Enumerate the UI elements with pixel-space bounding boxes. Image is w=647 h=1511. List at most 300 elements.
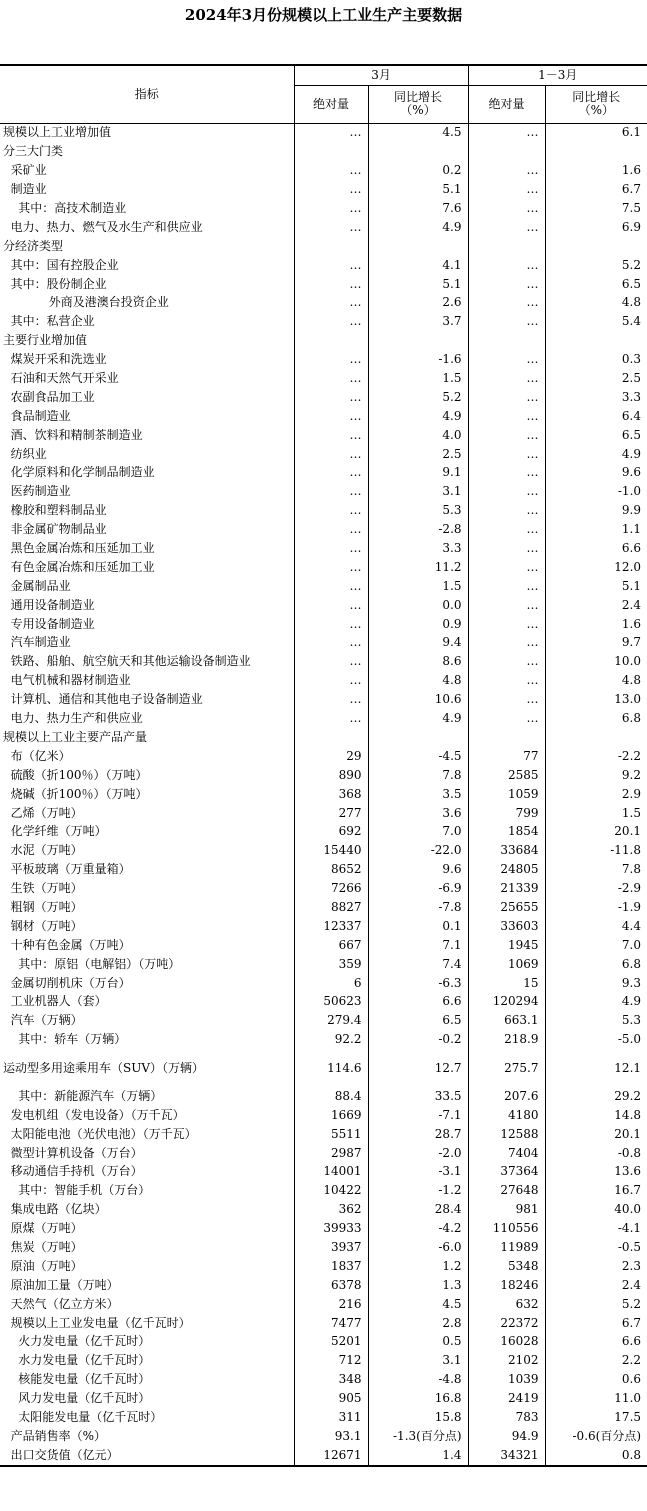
month-absolute: … (294, 123, 368, 142)
row-label: 钢材（万吨） (3, 918, 83, 933)
header-indicator: 指标 (0, 65, 294, 123)
cumulative-absolute: 110556 (468, 1219, 545, 1238)
month-yoy: -7.8 (368, 898, 468, 917)
month-yoy: 1.5 (368, 577, 468, 596)
month-yoy: 0.0 (368, 596, 468, 615)
cumulative-absolute: 33684 (468, 841, 545, 860)
month-yoy: -22.0 (368, 841, 468, 860)
cumulative-yoy: 6.1 (545, 123, 647, 142)
row-label: 化学原料和化学制品制造业 (3, 465, 155, 480)
table-row (0, 1200, 647, 1219)
month-absolute: … (294, 482, 368, 501)
month-absolute: … (294, 464, 368, 483)
table-row (0, 1257, 647, 1276)
month-absolute: 92.2 (294, 1030, 368, 1049)
header-absolute-month: 绝对量 (294, 85, 368, 123)
table-row (0, 1276, 647, 1295)
month-yoy: -2.0 (368, 1144, 468, 1163)
cumulative-absolute: … (468, 690, 545, 709)
row-label: 黑色金属冶炼和压延加工业 (3, 541, 155, 556)
month-yoy: 3.1 (368, 1351, 468, 1370)
row-label: 风力发电量（亿千瓦时） (3, 1391, 151, 1406)
cumulative-yoy: 9.9 (545, 501, 647, 520)
table-row (0, 1011, 647, 1030)
month-absolute: 712 (294, 1351, 368, 1370)
month-yoy: 2.8 (368, 1314, 468, 1333)
table-row (0, 520, 647, 539)
month-yoy (368, 728, 468, 747)
row-label: 原油（万吨） (3, 1258, 83, 1273)
row-label: 发电机组（发电设备）（万千瓦） (3, 1107, 185, 1122)
month-absolute: … (294, 161, 368, 180)
row-label: 移动通信手持机（万台） (3, 1164, 143, 1179)
month-yoy: 7.6 (368, 199, 468, 218)
cumulative-absolute: … (468, 180, 545, 199)
table-row (0, 1446, 647, 1466)
cumulative-absolute: 1945 (468, 936, 545, 955)
month-absolute (294, 142, 368, 161)
month-absolute: 362 (294, 1200, 368, 1219)
month-yoy: 9.1 (368, 464, 468, 483)
month-absolute: 311 (294, 1408, 368, 1427)
table-row (0, 879, 647, 898)
cumulative-absolute: … (468, 407, 545, 426)
cumulative-absolute: … (468, 671, 545, 690)
cumulative-absolute: 783 (468, 1408, 545, 1427)
month-absolute: … (294, 577, 368, 596)
table-row (0, 1389, 647, 1408)
row-label: 其中：国有控股企业 (3, 257, 119, 272)
month-absolute: … (294, 709, 368, 728)
table-row (0, 445, 647, 464)
row-label: 微型计算机设备（万台） (3, 1145, 143, 1160)
cumulative-yoy: 17.5 (545, 1408, 647, 1427)
cumulative-absolute: 24805 (468, 860, 545, 879)
row-label: 平板玻璃（万重量箱） (3, 862, 131, 877)
month-absolute: … (294, 501, 368, 520)
month-yoy: 4.9 (368, 218, 468, 237)
month-yoy: 5.2 (368, 388, 468, 407)
month-yoy: 4.0 (368, 426, 468, 445)
cumulative-yoy: 0.6 (545, 1370, 647, 1389)
row-label: 其中：新能源汽车（万辆） (3, 1088, 163, 1103)
month-absolute: … (294, 388, 368, 407)
table-row (0, 1314, 647, 1333)
cumulative-yoy (545, 237, 647, 256)
header-yoy-cumulative: 同比增长 （%） (545, 85, 647, 123)
month-absolute: 93.1 (294, 1427, 368, 1446)
row-label: 煤炭开采和洗选业 (3, 352, 107, 367)
cumulative-absolute: … (468, 426, 545, 445)
cumulative-absolute: … (468, 634, 545, 653)
month-yoy (368, 237, 468, 256)
month-yoy: 10.6 (368, 690, 468, 709)
table-row (0, 464, 647, 483)
month-yoy: -6.3 (368, 974, 468, 993)
table-row (0, 482, 647, 501)
cumulative-yoy: 2.4 (545, 596, 647, 615)
table-row (0, 955, 647, 974)
month-yoy: 33.5 (368, 1087, 468, 1106)
row-label: 其中：原铝（电解铝）（万吨） (3, 956, 181, 971)
month-absolute: 1669 (294, 1106, 368, 1125)
month-yoy: 12.7 (368, 1049, 468, 1087)
table-row (0, 652, 647, 671)
table-header (0, 65, 647, 123)
month-yoy: 8.6 (368, 652, 468, 671)
cumulative-yoy: 2.3 (545, 1257, 647, 1276)
table-row (0, 804, 647, 823)
cumulative-yoy (545, 142, 647, 161)
row-label: 汽车（万辆） (3, 1013, 83, 1028)
month-absolute: … (294, 634, 368, 653)
statistics-table (0, 64, 647, 1467)
cumulative-absolute: 1069 (468, 955, 545, 974)
table-row (0, 596, 647, 615)
table-row (0, 766, 647, 785)
table-row (0, 369, 647, 388)
month-absolute: 6378 (294, 1276, 368, 1295)
cumulative-absolute: 33603 (468, 917, 545, 936)
row-label: 专用设备制造业 (3, 616, 95, 631)
month-yoy: -6.9 (368, 879, 468, 898)
row-label: 十种有色金属（万吨） (3, 937, 131, 952)
month-absolute: … (294, 407, 368, 426)
month-absolute: 890 (294, 766, 368, 785)
table-row (0, 974, 647, 993)
row-label: 电力、热力生产和供应业 (3, 711, 143, 726)
cumulative-absolute: 799 (468, 804, 545, 823)
month-yoy: 1.4 (368, 1446, 468, 1466)
cumulative-yoy: -1.9 (545, 898, 647, 917)
row-label: 粗钢（万吨） (3, 899, 83, 914)
table-row (0, 1295, 647, 1314)
month-yoy: -1.6 (368, 350, 468, 369)
month-absolute: … (294, 350, 368, 369)
cumulative-yoy: 2.5 (545, 369, 647, 388)
row-label: 运动型多用途乘用车（SUV）（万辆） (3, 1061, 205, 1076)
cumulative-yoy: 6.8 (545, 955, 647, 974)
cumulative-absolute: … (468, 464, 545, 483)
cumulative-yoy: 5.4 (545, 312, 647, 331)
cumulative-absolute: 11989 (468, 1238, 545, 1257)
month-yoy: -7.1 (368, 1106, 468, 1125)
row-label: 核能发电量（亿千瓦时） (3, 1372, 151, 1387)
cumulative-absolute: 663.1 (468, 1011, 545, 1030)
table-row (0, 634, 647, 653)
month-yoy: 3.6 (368, 804, 468, 823)
table-row (0, 747, 647, 766)
month-absolute: 216 (294, 1295, 368, 1314)
cumulative-yoy: 2.4 (545, 1276, 647, 1295)
month-absolute: 1837 (294, 1257, 368, 1276)
cumulative-yoy: 6.9 (545, 218, 647, 237)
month-absolute: 12671 (294, 1446, 368, 1466)
cumulative-yoy: -11.8 (545, 841, 647, 860)
row-label: 出口交货值（亿元） (0, 1446, 294, 1466)
month-absolute: 10422 (294, 1181, 368, 1200)
row-label: 非金属矿物制品业 (3, 522, 107, 537)
cumulative-yoy: 1.6 (545, 161, 647, 180)
table-row (0, 1125, 647, 1144)
table-row (0, 331, 647, 350)
cumulative-absolute: 15 (468, 974, 545, 993)
cumulative-absolute (468, 728, 545, 747)
row-label: 电气机械和器材制造业 (3, 673, 131, 688)
month-absolute: 348 (294, 1370, 368, 1389)
month-absolute: 29 (294, 747, 368, 766)
row-label: 硫酸（折100％）（万吨） (3, 767, 148, 782)
month-absolute: … (294, 539, 368, 558)
month-absolute (294, 331, 368, 350)
cumulative-absolute: … (468, 218, 545, 237)
cumulative-yoy: 12.1 (545, 1049, 647, 1087)
cumulative-absolute: 1039 (468, 1370, 545, 1389)
cumulative-yoy: -5.0 (545, 1030, 647, 1049)
month-yoy: -1.2 (368, 1181, 468, 1200)
cumulative-yoy: 0.3 (545, 350, 647, 369)
table-row (0, 917, 647, 936)
month-absolute: … (294, 615, 368, 634)
table-row (0, 180, 647, 199)
row-label: 橡胶和塑料制品业 (3, 503, 107, 518)
cumulative-yoy: 10.0 (545, 652, 647, 671)
month-yoy: 0.2 (368, 161, 468, 180)
month-yoy: 0.9 (368, 615, 468, 634)
table-row (0, 577, 647, 596)
cumulative-yoy: 2.9 (545, 785, 647, 804)
table-row (0, 199, 647, 218)
cumulative-absolute: … (468, 199, 545, 218)
cumulative-yoy: 13.0 (545, 690, 647, 709)
table-row (0, 275, 647, 294)
cumulative-absolute: … (468, 558, 545, 577)
month-absolute: … (294, 671, 368, 690)
cumulative-yoy: 4.4 (545, 917, 647, 936)
cumulative-absolute: 77 (468, 747, 545, 766)
row-label: 计算机、通信和其他电子设备制造业 (3, 692, 203, 707)
header-period-month: 3月 (294, 65, 468, 85)
cumulative-yoy: 4.8 (545, 671, 647, 690)
row-label: 化学纤维（万吨） (3, 824, 107, 839)
row-label: 原油加工量（万吨） (3, 1277, 119, 1292)
month-absolute: … (294, 312, 368, 331)
table-row (0, 709, 647, 728)
cumulative-absolute: … (468, 256, 545, 275)
row-label: 石油和天然气开采业 (3, 371, 119, 386)
row-label: 原煤（万吨） (3, 1221, 83, 1236)
table-row (0, 615, 647, 634)
cumulative-absolute: … (468, 482, 545, 501)
table-row (0, 1333, 647, 1352)
month-absolute: … (294, 690, 368, 709)
table-row (0, 1181, 647, 1200)
cumulative-absolute: … (468, 388, 545, 407)
row-label: 布（亿米） (3, 748, 71, 763)
month-absolute: … (294, 275, 368, 294)
row-label: 金属制品业 (3, 578, 71, 593)
cumulative-yoy: 7.0 (545, 936, 647, 955)
row-label: 规模以上工业发电量（亿千瓦时） (3, 1315, 191, 1330)
cumulative-yoy: -0.6(百分点) (545, 1427, 647, 1446)
cumulative-absolute: 27648 (468, 1181, 545, 1200)
cumulative-yoy: 7.8 (545, 860, 647, 879)
month-absolute (294, 728, 368, 747)
month-yoy: -0.2 (368, 1030, 468, 1049)
month-absolute: 5201 (294, 1333, 368, 1352)
month-absolute: 12337 (294, 917, 368, 936)
table-row (0, 501, 647, 520)
month-absolute: … (294, 520, 368, 539)
month-absolute: 667 (294, 936, 368, 955)
month-yoy: 2.5 (368, 445, 468, 464)
month-yoy: 4.5 (368, 123, 468, 142)
month-yoy: 16.8 (368, 1389, 468, 1408)
cumulative-absolute: 981 (468, 1200, 545, 1219)
table-row (0, 142, 647, 161)
cumulative-yoy: 6.4 (545, 407, 647, 426)
row-label: 规模以上工业主要产品产量 (3, 729, 148, 744)
row-label: 太阳能发电量（亿千瓦时） (3, 1410, 163, 1425)
month-yoy: 7.1 (368, 936, 468, 955)
cumulative-absolute: 207.6 (468, 1087, 545, 1106)
month-yoy: 15.8 (368, 1408, 468, 1427)
row-label: 电力、热力、燃气及水生产和供应业 (3, 219, 203, 234)
month-absolute: 39933 (294, 1219, 368, 1238)
row-label: 其中：智能手机（万台） (3, 1183, 151, 1198)
row-label: 纺织业 (3, 446, 47, 461)
cumulative-yoy: 9.7 (545, 634, 647, 653)
row-label: 天然气（亿立方米） (3, 1296, 119, 1311)
cumulative-yoy: 5.3 (545, 1011, 647, 1030)
row-label: 汽车制造业 (3, 635, 71, 650)
cumulative-yoy: 6.5 (545, 275, 647, 294)
row-label: 农副食品加工业 (3, 389, 95, 404)
month-yoy: -4.2 (368, 1219, 468, 1238)
table-row (0, 822, 647, 841)
month-absolute: 15440 (294, 841, 368, 860)
cumulative-absolute (468, 142, 545, 161)
month-absolute: 5511 (294, 1125, 368, 1144)
month-absolute: 692 (294, 822, 368, 841)
cumulative-yoy: 4.9 (545, 445, 647, 464)
cumulative-yoy: 6.7 (545, 180, 647, 199)
cumulative-absolute: 16028 (468, 1333, 545, 1352)
cumulative-yoy (545, 728, 647, 747)
cumulative-absolute: 2102 (468, 1351, 545, 1370)
row-label: 分经济类型 (3, 238, 64, 253)
table-row (0, 237, 647, 256)
row-label: 水泥（万吨） (3, 843, 83, 858)
month-yoy: -4.8 (368, 1370, 468, 1389)
month-yoy: 4.5 (368, 1295, 468, 1314)
cumulative-yoy: 6.6 (545, 539, 647, 558)
cumulative-absolute: 218.9 (468, 1030, 545, 1049)
cumulative-yoy (545, 331, 647, 350)
month-yoy: 3.3 (368, 539, 468, 558)
month-yoy: 5.3 (368, 501, 468, 520)
row-label: 通用设备制造业 (3, 597, 95, 612)
cumulative-yoy: 1.1 (545, 520, 647, 539)
table-row (0, 256, 647, 275)
cumulative-yoy: 2.2 (545, 1351, 647, 1370)
cumulative-yoy: 12.0 (545, 558, 647, 577)
table-row (0, 1238, 647, 1257)
table-body (0, 123, 647, 1466)
cumulative-yoy: 13.6 (545, 1163, 647, 1182)
table-row (0, 1219, 647, 1238)
month-yoy: -4.5 (368, 747, 468, 766)
month-absolute: 50623 (294, 992, 368, 1011)
cumulative-absolute: … (468, 501, 545, 520)
cumulative-absolute: 275.7 (468, 1049, 545, 1087)
month-absolute: 8827 (294, 898, 368, 917)
month-absolute: … (294, 369, 368, 388)
month-absolute: … (294, 199, 368, 218)
table-row (0, 218, 647, 237)
cumulative-absolute: … (468, 350, 545, 369)
cumulative-yoy: 0.8 (545, 1446, 647, 1466)
month-yoy (368, 142, 468, 161)
month-yoy: -3.1 (368, 1163, 468, 1182)
table-row (0, 1144, 647, 1163)
table-row (0, 558, 647, 577)
month-yoy: 28.7 (368, 1125, 468, 1144)
cumulative-yoy: 6.7 (545, 1314, 647, 1333)
month-absolute: 7266 (294, 879, 368, 898)
cumulative-absolute: 2585 (468, 766, 545, 785)
month-yoy: 3.7 (368, 312, 468, 331)
cumulative-yoy: -0.8 (545, 1144, 647, 1163)
cumulative-yoy: -4.1 (545, 1219, 647, 1238)
cumulative-absolute: 2419 (468, 1389, 545, 1408)
cumulative-absolute: 94.9 (468, 1427, 545, 1446)
cumulative-absolute: … (468, 161, 545, 180)
cumulative-absolute (468, 237, 545, 256)
table-row (0, 1370, 647, 1389)
cumulative-absolute: … (468, 312, 545, 331)
month-absolute: 8652 (294, 860, 368, 879)
table-row (0, 1049, 647, 1087)
cumulative-absolute: … (468, 294, 545, 313)
row-label: 规模以上工业增加值 (3, 125, 112, 140)
row-label: 焦炭（万吨） (3, 1240, 83, 1254)
cumulative-absolute: … (468, 539, 545, 558)
cumulative-absolute: 7404 (468, 1144, 545, 1163)
cumulative-absolute: … (468, 615, 545, 634)
cumulative-yoy: -2.2 (545, 747, 647, 766)
row-label: 其中：私营企业 (3, 314, 95, 329)
cumulative-yoy: 6.5 (545, 426, 647, 445)
cumulative-absolute: 120294 (468, 992, 545, 1011)
table-row (0, 785, 647, 804)
month-yoy: 4.8 (368, 671, 468, 690)
cumulative-yoy: 16.7 (545, 1181, 647, 1200)
cumulative-yoy: -0.5 (545, 1238, 647, 1257)
table-row (0, 294, 647, 313)
month-absolute: 3937 (294, 1238, 368, 1257)
row-label: 制造业 (3, 182, 47, 197)
cumulative-yoy: -1.0 (545, 482, 647, 501)
cumulative-yoy: 5.1 (545, 577, 647, 596)
month-absolute: 359 (294, 955, 368, 974)
cumulative-absolute: … (468, 652, 545, 671)
cumulative-absolute: 34321 (468, 1446, 545, 1466)
month-yoy: -6.0 (368, 1238, 468, 1257)
month-absolute: … (294, 256, 368, 275)
month-absolute: 114.6 (294, 1049, 368, 1087)
table-row (0, 1030, 647, 1049)
